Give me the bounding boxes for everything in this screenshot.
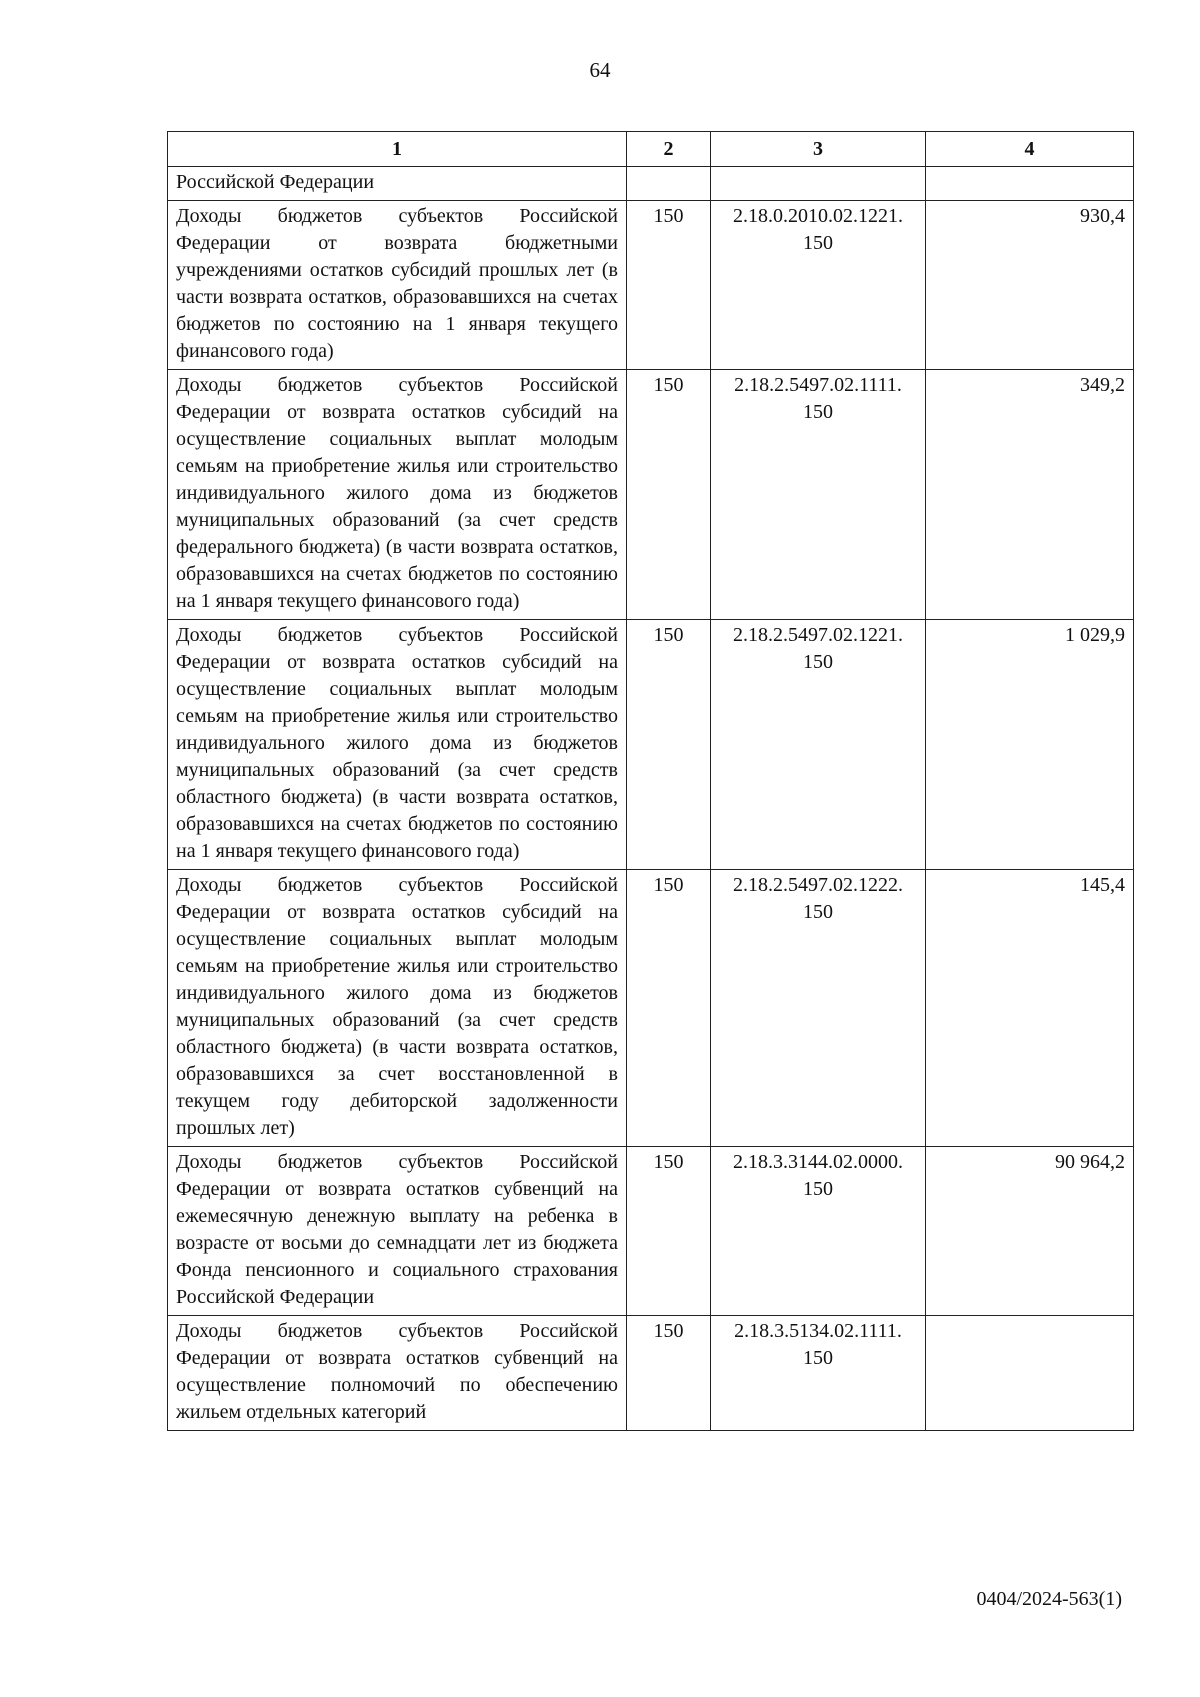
document-registration-code: 0404/2024-563(1) [976, 1588, 1122, 1610]
row-admin-code: 150 [627, 620, 711, 870]
row-amount: 349,2 [926, 370, 1134, 620]
row-classification-code: 2.18.3.5134.02.1111. 150 [711, 1316, 926, 1431]
row-admin-code: 150 [627, 1147, 711, 1316]
table-row [168, 201, 1134, 370]
row-classification-code: 2.18.2.5497.02.1221. 150 [711, 620, 926, 870]
row-classification-code: 2.18.2.5497.02.1222. 150 [711, 870, 926, 1147]
row-name: Доходы бюджетов субъектов Российской Федерации от возврата остатков субсидий на осуществление социальных выплат молодым семьям на приобретение жилья или строительство индивидуального жилого дома из бюджетов муниципальных образований (за счет средств областного бюджета) (в части возврата остатков, образовавшихся за счет восстановленной в текущем году дебиторской задолженности прошлых лет) [168, 870, 627, 1147]
row-amount: 1 029,9 [926, 620, 1134, 870]
table-row [168, 870, 1134, 1147]
header-col-1: 1 [168, 132, 627, 167]
row-amount: 90 964,2 [926, 1147, 1134, 1316]
row-amount: 930,4 [926, 201, 1134, 370]
row-admin-code: 150 [627, 870, 711, 1147]
row-name: Российской Федерации [168, 167, 627, 201]
row-name: Доходы бюджетов субъектов Российской Федерации от возврата остатков субвенций на ежемесячную денежную выплату на ребенка в возрасте от восьми до семнадцати лет из бюджета Фонда пенсионного и социального страхования Российской Федерации [168, 1147, 627, 1316]
page-number: 64 [589, 58, 611, 82]
header-col-3: 3 [711, 132, 926, 167]
row-classification-code: 2.18.3.3144.02.0000. 150 [711, 1147, 926, 1316]
budget-revenue-table [167, 131, 1134, 1431]
row-classification-code [711, 167, 926, 201]
row-classification-code: 2.18.2.5497.02.1111. 150 [711, 370, 926, 620]
row-admin-code: 150 [627, 201, 711, 370]
row-amount [926, 167, 1134, 201]
table-header-row [168, 132, 1134, 167]
row-name: Доходы бюджетов субъектов Российской Федерации от возврата бюджетными учреждениями остатков субсидий прошлых лет (в части возврата остатков, образовавшихся на счетах бюджетов по состоянию на 1 января текущего финансового года) [168, 201, 627, 370]
header-col-4: 4 [926, 132, 1134, 167]
row-classification-code: 2.18.0.2010.02.1221. 150 [711, 201, 926, 370]
header-col-2: 2 [627, 132, 711, 167]
row-name: Доходы бюджетов субъектов Российской Федерации от возврата остатков субсидий на осуществление социальных выплат молодым семьям на приобретение жилья или строительство индивидуального жилого дома из бюджетов муниципальных образований (за счет средств федерального бюджета) (в части возврата остатков, образовавшихся на счетах бюджетов по состоянию на 1 января текущего финансового года) [168, 370, 627, 620]
row-name: Доходы бюджетов субъектов Российской Федерации от возврата остатков субвенций на осуществление полномочий по обеспечению жильем отдельных категорий [168, 1316, 627, 1431]
table-row [168, 1147, 1134, 1316]
row-amount [926, 1316, 1134, 1431]
table-row [168, 167, 1134, 201]
table-row [168, 1316, 1134, 1431]
row-amount: 145,4 [926, 870, 1134, 1147]
row-admin-code: 150 [627, 1316, 711, 1431]
row-admin-code: 150 [627, 370, 711, 620]
row-name: Доходы бюджетов субъектов Российской Федерации от возврата остатков субсидий на осуществление социальных выплат молодым семьям на приобретение жилья или строительство индивидуального жилого дома из бюджетов муниципальных образований (за счет средств областного бюджета) (в части возврата остатков, образовавшихся на счетах бюджетов по состоянию на 1 января текущего финансового года) [168, 620, 627, 870]
table-row [168, 620, 1134, 870]
row-admin-code [627, 167, 711, 201]
table-row [168, 370, 1134, 620]
